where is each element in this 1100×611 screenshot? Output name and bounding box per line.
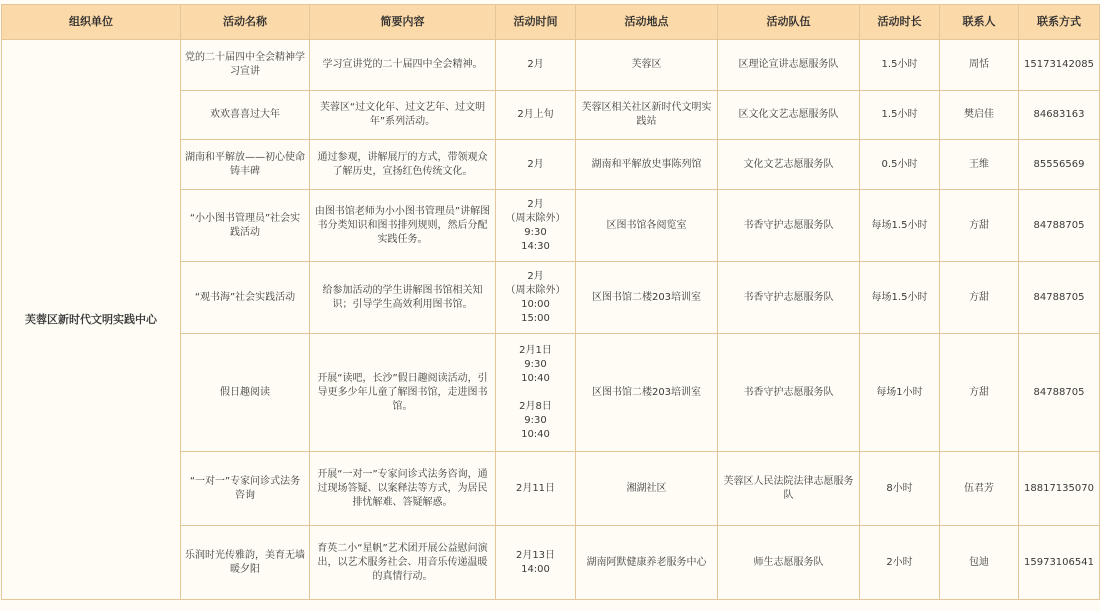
header-name: 活动名称	[181, 5, 310, 40]
activity-phone: 84788705	[1019, 262, 1100, 334]
activity-content: 芙蓉区“过文化年、过文艺年、过文明年”系列活动。	[310, 91, 496, 140]
activity-contact: 包迪	[940, 526, 1019, 600]
activity-time: 2月13日 14:00	[496, 526, 576, 600]
activity-team: 书香守护志愿服务队	[718, 262, 860, 334]
activity-table	[1, 4, 1100, 600]
activity-contact: 方甜	[940, 190, 1019, 262]
activity-contact: 方甜	[940, 334, 1019, 452]
activity-phone: 84683163	[1019, 91, 1100, 140]
activity-content: 开展“读吧，长沙”假日趣阅读活动，引导更多少年儿童了解图书馆，走进图书馆。	[310, 334, 496, 452]
activity-name: “一对一”专家问诊式法务咨询	[181, 452, 310, 526]
activity-content: 通过参观，讲解展厅的方式，带领观众了解历史，宣扬红色传统文化。	[310, 140, 496, 190]
activity-contact: 周恬	[940, 40, 1019, 91]
activity-phone: 15173142085	[1019, 40, 1100, 91]
activity-contact: 伍君芳	[940, 452, 1019, 526]
activity-duration: 每场1.5小时	[860, 262, 940, 334]
activity-contact: 樊启佳	[940, 91, 1019, 140]
activity-name: 党的二十届四中全会精神学习宣讲	[181, 40, 310, 91]
activity-team: 书香守护志愿服务队	[718, 334, 860, 452]
activity-duration: 1.5小时	[860, 40, 940, 91]
activity-duration: 每场1小时	[860, 334, 940, 452]
header-place: 活动地点	[576, 5, 718, 40]
activity-time: 2月11日	[496, 452, 576, 526]
header-row	[2, 5, 1100, 40]
activity-content: 学习宣讲党的二十届四中全会精神。	[310, 40, 496, 91]
activity-place: 芙蓉区相关社区新时代文明实践站	[576, 91, 718, 140]
activity-phone: 85556569	[1019, 140, 1100, 190]
activity-place: 区图书馆二楼203培训室	[576, 334, 718, 452]
activity-content: 开展“一对一”专家问诊式法务咨询，通过现场答疑、以案释法等方式，为居民排忧解难、答疑解惑。	[310, 452, 496, 526]
activity-contact: 方甜	[940, 262, 1019, 334]
activity-team: 区理论宣讲志愿服务队	[718, 40, 860, 91]
activity-phone: 84788705	[1019, 334, 1100, 452]
activity-time: 2月 （周末除外） 9:30 14:30	[496, 190, 576, 262]
activity-team: 师生志愿服务队	[718, 526, 860, 600]
header-contact: 联系人	[940, 5, 1019, 40]
activity-content: 育英二小“星帆”艺术团开展公益慰问演出，以艺术服务社会、用音乐传递温暖的真情行动。	[310, 526, 496, 600]
header-content: 简要内容	[310, 5, 496, 40]
activity-name: 欢欢喜喜过大年	[181, 91, 310, 140]
activity-place: 湖南阿默健康养老服务中心	[576, 526, 718, 600]
activity-duration: 1.5小时	[860, 91, 940, 140]
activity-phone: 84788705	[1019, 190, 1100, 262]
activity-name: 湖南和平解放——初心使命铸丰碑	[181, 140, 310, 190]
header-phone: 联系方式	[1019, 5, 1100, 40]
activity-contact: 王维	[940, 140, 1019, 190]
header-org: 组织单位	[2, 5, 181, 40]
activity-place: 芙蓉区	[576, 40, 718, 91]
activity-name: “观书海”社会实践活动	[181, 262, 310, 334]
activity-duration: 2小时	[860, 526, 940, 600]
activity-team: 芙蓉区人民法院法律志愿服务队	[718, 452, 860, 526]
activity-time: 2月 （周末除外） 10:00 15:00	[496, 262, 576, 334]
activity-content: 由图书馆老师为小小图书管理员”讲解图书分类知识和图书排列规则，然后分配实践任务。	[310, 190, 496, 262]
activity-duration: 8小时	[860, 452, 940, 526]
activity-time: 2月	[496, 40, 576, 91]
activity-time: 2月上旬	[496, 91, 576, 140]
activity-duration: 每场1.5小时	[860, 190, 940, 262]
activity-place: 区图书馆二楼203培训室	[576, 262, 718, 334]
activity-team: 书香守护志愿服务队	[718, 190, 860, 262]
header-team: 活动队伍	[718, 5, 860, 40]
org-cell: 芙蓉区新时代文明实践中心	[2, 40, 181, 600]
activity-duration: 0.5小时	[860, 140, 940, 190]
table-row	[2, 40, 1100, 91]
activity-team: 区文化文艺志愿服务队	[718, 91, 860, 140]
activity-place: 湖南和平解放史事陈列馆	[576, 140, 718, 190]
activity-time: 2月	[496, 140, 576, 190]
activity-place: 湘湖社区	[576, 452, 718, 526]
header-duration: 活动时长	[860, 5, 940, 40]
activity-time: 2月1日 9:30 10:40 2月8日 9:30 10:40	[496, 334, 576, 452]
activity-team: 文化文艺志愿服务队	[718, 140, 860, 190]
activity-name: 假日趣阅读	[181, 334, 310, 452]
activity-content: 给参加活动的学生讲解图书馆相关知识；引导学生高效利用图书馆。	[310, 262, 496, 334]
activity-phone: 18817135070	[1019, 452, 1100, 526]
header-time: 活动时间	[496, 5, 576, 40]
activity-place: 区图书馆各阅览室	[576, 190, 718, 262]
activity-name: 乐润时光传雅韵，美育无墙暖夕阳	[181, 526, 310, 600]
activity-phone: 15973106541	[1019, 526, 1100, 600]
activity-name: “小小图书管理员”社会实践活动	[181, 190, 310, 262]
